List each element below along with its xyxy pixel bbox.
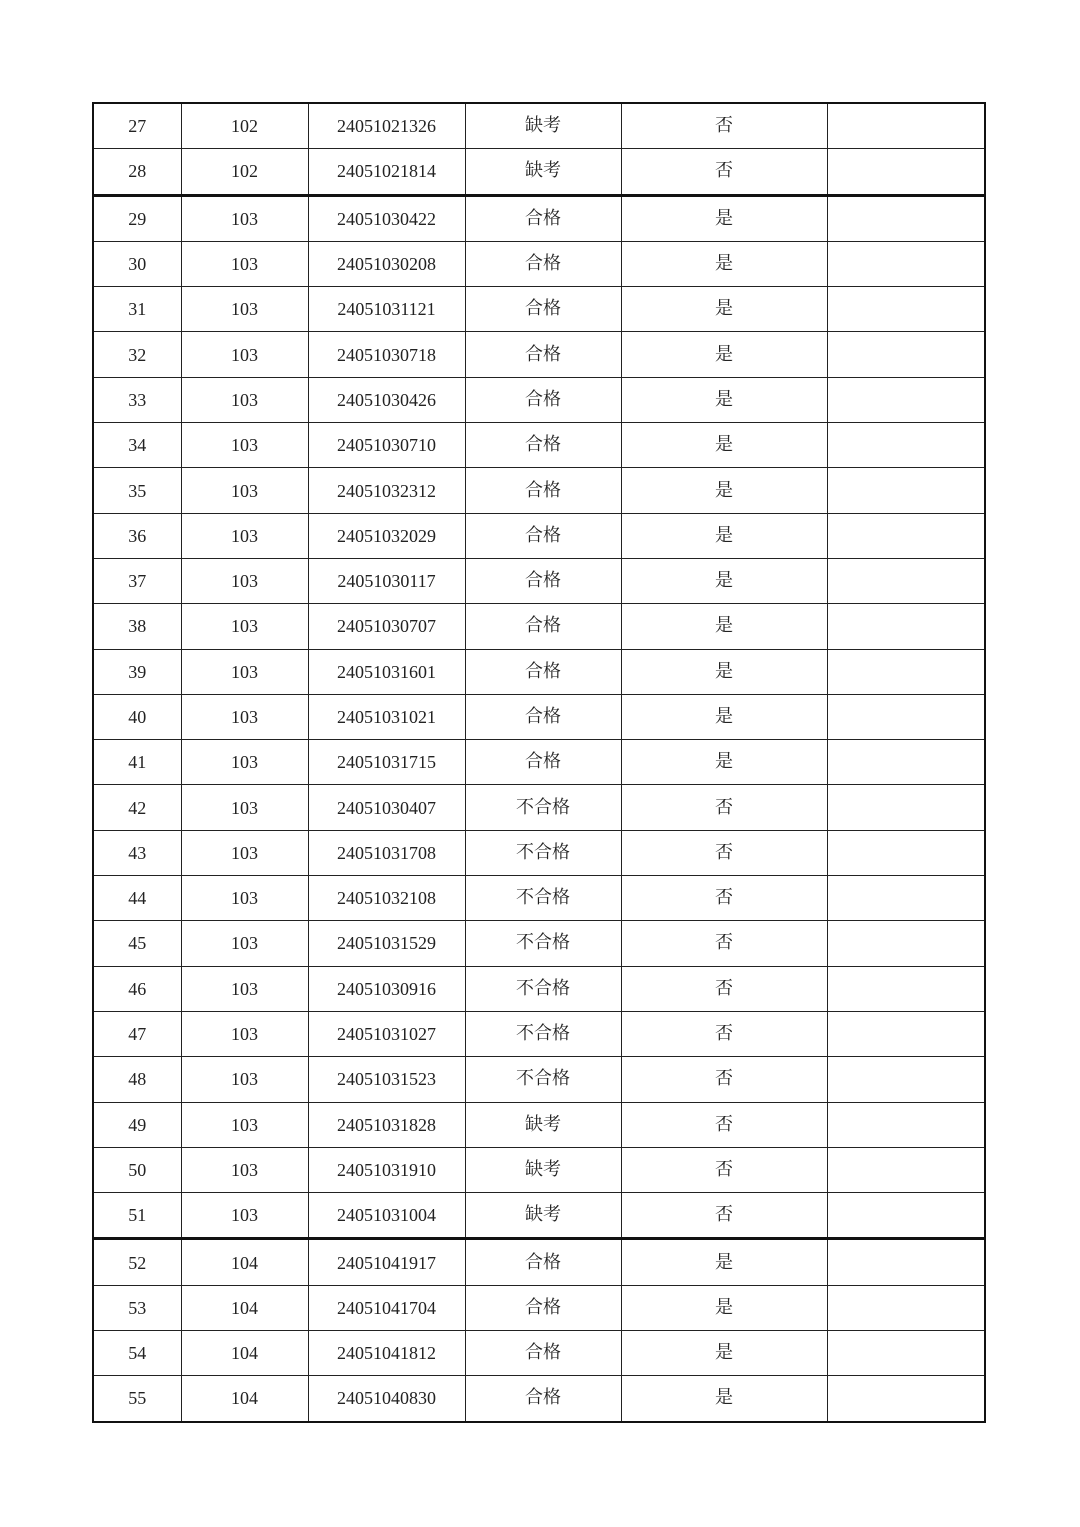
cell-ticket-number: 24051041917	[308, 1239, 465, 1285]
cell-advance-flag: 否	[621, 966, 827, 1011]
cell-serial-number: 37	[93, 558, 181, 603]
cell-ticket-number: 24051030208	[308, 241, 465, 286]
cell-serial-number: 51	[93, 1193, 181, 1239]
cell-advance-flag: 是	[621, 1376, 827, 1422]
cell-serial-number: 52	[93, 1239, 181, 1285]
cell-position-code: 102	[181, 103, 308, 149]
cell-ticket-number: 24051030710	[308, 423, 465, 468]
cell-remarks	[827, 1011, 985, 1056]
table-row	[93, 195, 985, 241]
cell-position-code: 103	[181, 785, 308, 830]
cell-serial-number: 49	[93, 1102, 181, 1147]
cell-remarks	[827, 468, 985, 513]
cell-position-code: 103	[181, 1102, 308, 1147]
cell-serial-number: 44	[93, 876, 181, 921]
cell-exam-result: 合格	[465, 513, 621, 558]
cell-position-code: 103	[181, 694, 308, 739]
cell-exam-result: 缺考	[465, 103, 621, 149]
table-row	[93, 830, 985, 875]
cell-exam-result: 不合格	[465, 876, 621, 921]
cell-ticket-number: 24051030407	[308, 785, 465, 830]
cell-advance-flag: 是	[621, 740, 827, 785]
cell-position-code: 103	[181, 876, 308, 921]
cell-advance-flag: 是	[621, 513, 827, 558]
cell-ticket-number: 24051032108	[308, 876, 465, 921]
table-row	[93, 332, 985, 377]
table-row	[93, 287, 985, 332]
cell-ticket-number: 24051030426	[308, 377, 465, 422]
cell-exam-result: 缺考	[465, 1193, 621, 1239]
cell-remarks	[827, 649, 985, 694]
table-row	[93, 1331, 985, 1376]
cell-remarks	[827, 377, 985, 422]
cell-advance-flag: 是	[621, 423, 827, 468]
cell-remarks	[827, 694, 985, 739]
cell-serial-number: 54	[93, 1331, 181, 1376]
table-row	[93, 103, 985, 149]
cell-serial-number: 41	[93, 740, 181, 785]
cell-advance-flag: 否	[621, 1193, 827, 1239]
cell-exam-result: 缺考	[465, 1147, 621, 1192]
cell-ticket-number: 24051031601	[308, 649, 465, 694]
cell-position-code: 102	[181, 149, 308, 195]
table-row	[93, 649, 985, 694]
cell-exam-result: 合格	[465, 468, 621, 513]
cell-advance-flag: 否	[621, 921, 827, 966]
cell-advance-flag: 否	[621, 149, 827, 195]
cell-ticket-number: 24051030916	[308, 966, 465, 1011]
cell-remarks	[827, 1331, 985, 1376]
cell-exam-result: 缺考	[465, 1102, 621, 1147]
cell-remarks	[827, 876, 985, 921]
cell-remarks	[827, 921, 985, 966]
cell-exam-result: 不合格	[465, 921, 621, 966]
cell-position-code: 103	[181, 513, 308, 558]
table-row	[93, 513, 985, 558]
table-row	[93, 1147, 985, 1192]
cell-advance-flag: 否	[621, 1147, 827, 1192]
cell-ticket-number: 24051030718	[308, 332, 465, 377]
cell-exam-result: 合格	[465, 1331, 621, 1376]
cell-position-code: 103	[181, 1193, 308, 1239]
cell-advance-flag: 是	[621, 195, 827, 241]
table-row	[93, 558, 985, 603]
cell-advance-flag: 是	[621, 241, 827, 286]
cell-advance-flag: 是	[621, 468, 827, 513]
cell-serial-number: 38	[93, 604, 181, 649]
cell-position-code: 103	[181, 195, 308, 241]
cell-remarks	[827, 1193, 985, 1239]
cell-remarks	[827, 1102, 985, 1147]
cell-remarks	[827, 103, 985, 149]
table-row	[93, 241, 985, 286]
cell-position-code: 103	[181, 558, 308, 603]
cell-advance-flag: 是	[621, 1331, 827, 1376]
cell-ticket-number: 24051031828	[308, 1102, 465, 1147]
cell-remarks	[827, 966, 985, 1011]
cell-exam-result: 合格	[465, 1239, 621, 1285]
table-row	[93, 1239, 985, 1285]
cell-ticket-number: 24051032312	[308, 468, 465, 513]
cell-remarks	[827, 1376, 985, 1422]
cell-advance-flag: 否	[621, 785, 827, 830]
cell-serial-number: 43	[93, 830, 181, 875]
cell-exam-result: 合格	[465, 287, 621, 332]
cell-ticket-number: 24051041812	[308, 1331, 465, 1376]
cell-advance-flag: 是	[621, 694, 827, 739]
results-table	[92, 102, 986, 1423]
cell-exam-result: 合格	[465, 649, 621, 694]
cell-position-code: 103	[181, 740, 308, 785]
cell-exam-result: 不合格	[465, 785, 621, 830]
cell-ticket-number: 24051031004	[308, 1193, 465, 1239]
cell-remarks	[827, 332, 985, 377]
table-row	[93, 740, 985, 785]
cell-advance-flag: 是	[621, 604, 827, 649]
cell-serial-number: 48	[93, 1057, 181, 1102]
cell-exam-result: 不合格	[465, 1011, 621, 1056]
cell-exam-result: 合格	[465, 604, 621, 649]
cell-advance-flag: 是	[621, 558, 827, 603]
cell-remarks	[827, 1239, 985, 1285]
cell-exam-result: 缺考	[465, 149, 621, 195]
cell-position-code: 103	[181, 287, 308, 332]
cell-serial-number: 31	[93, 287, 181, 332]
cell-remarks	[827, 558, 985, 603]
cell-ticket-number: 24051021326	[308, 103, 465, 149]
table-row	[93, 876, 985, 921]
cell-exam-result: 合格	[465, 1285, 621, 1330]
cell-serial-number: 45	[93, 921, 181, 966]
cell-advance-flag: 否	[621, 876, 827, 921]
cell-advance-flag: 是	[621, 649, 827, 694]
cell-position-code: 103	[181, 966, 308, 1011]
cell-ticket-number: 24051031523	[308, 1057, 465, 1102]
cell-position-code: 103	[181, 604, 308, 649]
cell-ticket-number: 24051030707	[308, 604, 465, 649]
cell-advance-flag: 是	[621, 1239, 827, 1285]
cell-position-code: 103	[181, 332, 308, 377]
cell-ticket-number: 24051031910	[308, 1147, 465, 1192]
cell-position-code: 104	[181, 1331, 308, 1376]
table-row	[93, 423, 985, 468]
cell-ticket-number: 24051030117	[308, 558, 465, 603]
cell-exam-result: 合格	[465, 241, 621, 286]
results-table-body	[93, 103, 985, 1422]
cell-remarks	[827, 740, 985, 785]
cell-ticket-number: 24051040830	[308, 1376, 465, 1422]
table-row	[93, 1011, 985, 1056]
cell-exam-result: 不合格	[465, 1057, 621, 1102]
cell-serial-number: 29	[93, 195, 181, 241]
cell-position-code: 103	[181, 830, 308, 875]
cell-advance-flag: 是	[621, 332, 827, 377]
cell-serial-number: 35	[93, 468, 181, 513]
cell-serial-number: 34	[93, 423, 181, 468]
cell-position-code: 103	[181, 468, 308, 513]
cell-position-code: 104	[181, 1239, 308, 1285]
cell-ticket-number: 24051031708	[308, 830, 465, 875]
cell-exam-result: 不合格	[465, 830, 621, 875]
cell-position-code: 104	[181, 1285, 308, 1330]
cell-advance-flag: 否	[621, 1011, 827, 1056]
cell-exam-result: 合格	[465, 558, 621, 603]
cell-position-code: 103	[181, 377, 308, 422]
cell-position-code: 103	[181, 1011, 308, 1056]
cell-serial-number: 33	[93, 377, 181, 422]
cell-remarks	[827, 1057, 985, 1102]
cell-position-code: 103	[181, 423, 308, 468]
cell-exam-result: 合格	[465, 377, 621, 422]
cell-advance-flag: 否	[621, 1057, 827, 1102]
table-row	[93, 966, 985, 1011]
cell-remarks	[827, 241, 985, 286]
cell-serial-number: 50	[93, 1147, 181, 1192]
cell-serial-number: 47	[93, 1011, 181, 1056]
cell-remarks	[827, 513, 985, 558]
table-row	[93, 604, 985, 649]
table-row	[93, 1102, 985, 1147]
table-row	[93, 1193, 985, 1239]
cell-ticket-number: 24051031529	[308, 921, 465, 966]
cell-position-code: 103	[181, 1147, 308, 1192]
table-row	[93, 921, 985, 966]
cell-remarks	[827, 830, 985, 875]
table-row	[93, 785, 985, 830]
table-row	[93, 468, 985, 513]
table-row	[93, 149, 985, 195]
cell-serial-number: 40	[93, 694, 181, 739]
cell-serial-number: 39	[93, 649, 181, 694]
cell-serial-number: 42	[93, 785, 181, 830]
cell-remarks	[827, 604, 985, 649]
cell-ticket-number: 24051032029	[308, 513, 465, 558]
cell-serial-number: 32	[93, 332, 181, 377]
table-row	[93, 1285, 985, 1330]
cell-ticket-number: 24051021814	[308, 149, 465, 195]
cell-position-code: 103	[181, 649, 308, 694]
cell-serial-number: 55	[93, 1376, 181, 1422]
cell-ticket-number: 24051031027	[308, 1011, 465, 1056]
cell-advance-flag: 是	[621, 287, 827, 332]
cell-remarks	[827, 287, 985, 332]
cell-exam-result: 不合格	[465, 966, 621, 1011]
cell-position-code: 103	[181, 241, 308, 286]
cell-ticket-number: 24051031021	[308, 694, 465, 739]
cell-advance-flag: 是	[621, 377, 827, 422]
cell-advance-flag: 否	[621, 830, 827, 875]
cell-serial-number: 30	[93, 241, 181, 286]
cell-exam-result: 合格	[465, 1376, 621, 1422]
cell-exam-result: 合格	[465, 694, 621, 739]
cell-position-code: 103	[181, 1057, 308, 1102]
cell-serial-number: 36	[93, 513, 181, 558]
cell-advance-flag: 是	[621, 1285, 827, 1330]
cell-serial-number: 28	[93, 149, 181, 195]
cell-exam-result: 合格	[465, 195, 621, 241]
cell-exam-result: 合格	[465, 740, 621, 785]
cell-serial-number: 46	[93, 966, 181, 1011]
table-row	[93, 1376, 985, 1422]
cell-exam-result: 合格	[465, 423, 621, 468]
cell-remarks	[827, 1285, 985, 1330]
table-row	[93, 694, 985, 739]
cell-exam-result: 合格	[465, 332, 621, 377]
cell-serial-number: 53	[93, 1285, 181, 1330]
table-row	[93, 1057, 985, 1102]
cell-ticket-number: 24051041704	[308, 1285, 465, 1330]
cell-remarks	[827, 1147, 985, 1192]
cell-ticket-number: 24051031121	[308, 287, 465, 332]
cell-position-code: 103	[181, 921, 308, 966]
cell-serial-number: 27	[93, 103, 181, 149]
cell-advance-flag: 否	[621, 103, 827, 149]
cell-remarks	[827, 149, 985, 195]
cell-ticket-number: 24051030422	[308, 195, 465, 241]
cell-advance-flag: 否	[621, 1102, 827, 1147]
cell-remarks	[827, 423, 985, 468]
cell-position-code: 104	[181, 1376, 308, 1422]
cell-remarks	[827, 195, 985, 241]
cell-remarks	[827, 785, 985, 830]
cell-ticket-number: 24051031715	[308, 740, 465, 785]
table-row	[93, 377, 985, 422]
